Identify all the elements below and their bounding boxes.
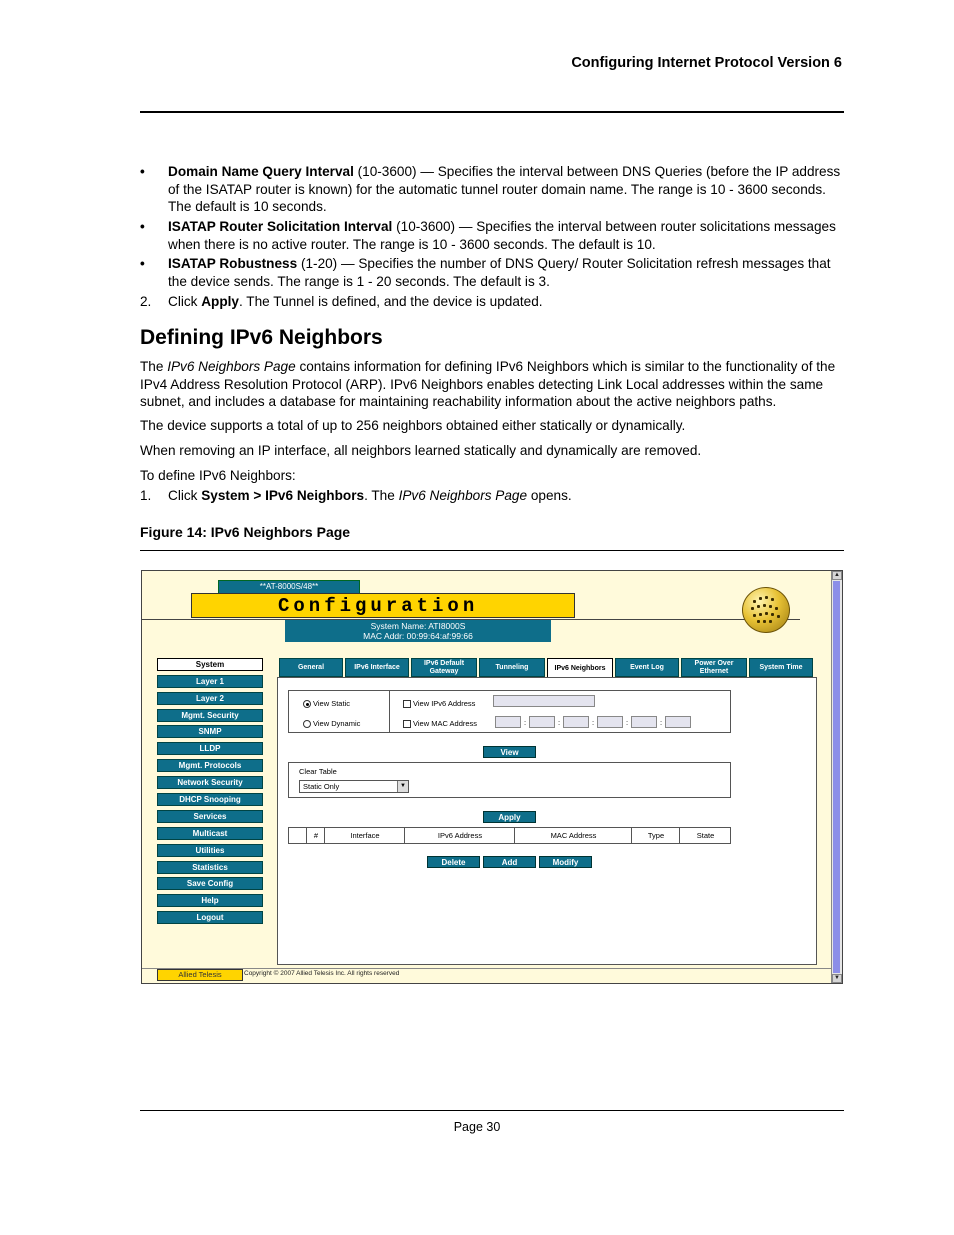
ipv6-address-input[interactable] xyxy=(493,695,595,707)
bullet-text: (10-3600) — Specifies the interval between router solicitations messages when there is no active router. The range is 10 - 3600 seconds. The default is 10. xyxy=(168,219,836,252)
model-label: **AT-8000S/48** xyxy=(218,580,360,594)
scroll-down-icon[interactable]: ▼ xyxy=(832,974,842,983)
view-button[interactable]: View xyxy=(483,746,536,758)
view-mac-label: View MAC Address xyxy=(413,719,478,728)
system-info xyxy=(285,620,551,642)
neighbors-table-header xyxy=(288,827,731,844)
italic-text: IPv6 Neighbors Page xyxy=(167,359,296,374)
mac-address: MAC Addr: 00:99:64:af:99:66 xyxy=(363,631,473,641)
paragraph xyxy=(140,358,845,411)
running-header: Configuring Internet Protocol Version 6 xyxy=(571,55,842,71)
nav-system[interactable]: System xyxy=(157,658,263,671)
modify-button[interactable]: Modify xyxy=(539,856,592,868)
column-header: State xyxy=(679,828,731,843)
figure-rule xyxy=(140,550,844,551)
tab-system-time[interactable]: System Time xyxy=(749,658,813,677)
step-text: . The Tunnel is defined, and the device is updated. xyxy=(239,294,543,309)
mac-separator: : xyxy=(660,718,663,727)
step-text: Click xyxy=(168,294,202,309)
apply-button[interactable]: Apply xyxy=(483,811,536,823)
nav-mgmt-protocols[interactable]: Mgmt. Protocols xyxy=(157,759,263,772)
tab-event-log[interactable]: Event Log xyxy=(615,658,679,677)
paragraph: When removing an IP interface, all neighbors learned statically and dynamically are removed. xyxy=(140,443,702,458)
step-italic: IPv6 Neighbors Page xyxy=(398,488,528,503)
column-header: IPv6 Address xyxy=(404,828,515,843)
nav-network-security[interactable]: Network Security xyxy=(157,776,263,789)
view-dynamic-label: View Dynamic xyxy=(313,719,361,728)
column-header: Type xyxy=(631,828,680,843)
bullet-term: Domain Name Query Interval xyxy=(168,164,354,179)
globe-logo-icon xyxy=(742,587,790,633)
footer-divider xyxy=(142,968,832,969)
clear-table-label: Clear Table xyxy=(299,767,337,776)
nav-dhcp-snooping[interactable]: DHCP Snooping xyxy=(157,793,263,806)
mac-octet-input[interactable] xyxy=(495,716,521,728)
mac-octet-input[interactable] xyxy=(563,716,589,728)
mac-octet-input[interactable] xyxy=(631,716,657,728)
scroll-up-icon[interactable]: ▲ xyxy=(832,571,842,580)
column-header: # xyxy=(306,828,325,843)
nav-logout[interactable]: Logout xyxy=(157,911,263,924)
nav-snmp[interactable]: SNMP xyxy=(157,725,263,738)
bullet-item: • Domain Name Query Interval (10-3600) — Specifies the interval between DNS Queries (before the IP address of the ISATAP router is known) for the automatic tunnel router domain name. The range is 10 - 3600 seconds. The default is 10 seconds. xyxy=(140,164,841,214)
mac-octet-input[interactable] xyxy=(665,716,691,728)
copyright-text: Copyright © 2007 Allied Telesis Inc. All rights reserved xyxy=(244,970,400,977)
step-bold: System > IPv6 Neighbors xyxy=(201,488,365,503)
ipv6-neighbors-screenshot xyxy=(141,570,843,984)
mac-separator: : xyxy=(524,718,527,727)
mac-octet-input[interactable] xyxy=(597,716,623,728)
mac-separator: : xyxy=(592,718,595,727)
footer-rule xyxy=(140,1110,844,1111)
scrollbar-thumb[interactable] xyxy=(833,581,840,973)
view-static-label: View Static xyxy=(313,699,350,708)
view-ipv6-checkbox[interactable] xyxy=(403,700,411,708)
mac-separator: : xyxy=(626,718,629,727)
chevron-down-icon[interactable]: ▼ xyxy=(397,781,408,792)
filter-divider xyxy=(389,690,390,733)
delete-button[interactable]: Delete xyxy=(427,856,480,868)
step-bold: Apply xyxy=(201,294,239,309)
header-rule xyxy=(140,111,844,113)
step-number: 1. xyxy=(140,488,152,503)
vertical-scrollbar[interactable] xyxy=(831,571,842,983)
nav-services[interactable]: Services xyxy=(157,810,263,823)
system-name: System Name: ATI8000S xyxy=(370,621,466,631)
add-button[interactable]: Add xyxy=(483,856,536,868)
nav-layer-2[interactable]: Layer 2 xyxy=(157,692,263,705)
tab-ipv6-default-gateway[interactable]: IPv6 Default Gateway xyxy=(411,658,477,677)
content-panel xyxy=(277,677,817,965)
allied-telesis-logo: Allied Telesis xyxy=(157,969,243,981)
tab-power-over-ethernet[interactable]: Power Over Ethernet xyxy=(681,658,747,677)
step-number: 2. xyxy=(140,294,152,309)
bullet-term: ISATAP Router Solicitation Interval xyxy=(168,219,393,234)
clear-table-value: Static Only xyxy=(303,782,340,791)
bullet-text: (10-3600) — Specifies the interval between DNS Queries (before the IP address of the ISATAP router is known) for the automatic tunnel router domain name. The range is 10 - 3600 seconds. The default is 10 seconds. xyxy=(168,164,841,214)
nav-help[interactable]: Help xyxy=(157,894,263,907)
nav-save-config[interactable]: Save Config xyxy=(157,877,263,890)
section-title: Defining IPv6 Neighbors xyxy=(140,326,383,349)
view-static-radio[interactable] xyxy=(303,700,311,708)
column-header: Interface xyxy=(324,828,405,843)
mac-separator: : xyxy=(558,718,561,727)
bullet-term: ISATAP Robustness xyxy=(168,256,298,271)
nav-mgmt-security[interactable]: Mgmt. Security xyxy=(157,709,263,722)
text: contains information for defining IPv6 Neighbors which is similar to the functionality of the IPv4 Address Resolution Protocol (ARP). IPv6 Neighbors enables detecting Link Local addresses within the same subnet, and includes a database for maintaining reachability information about the active neighbors paths. xyxy=(140,359,836,409)
view-ipv6-label: View IPv6 Address xyxy=(413,699,476,708)
step-1 xyxy=(140,487,845,505)
step-2 xyxy=(140,293,845,311)
nav-lldp[interactable]: LLDP xyxy=(157,742,263,755)
tab-ipv6-interface[interactable]: IPv6 Interface xyxy=(345,658,409,677)
view-dynamic-radio[interactable] xyxy=(303,720,311,728)
nav-utilities[interactable]: Utilities xyxy=(157,844,263,857)
bullet-item: • ISATAP Router Solicitation Interval (10-3600) — Specifies the interval between router solicitations messages when there is no active router. The range is 10 - 3600 seconds. The default is 10. xyxy=(140,219,836,252)
paragraph: To define IPv6 Neighbors: xyxy=(140,468,296,483)
view-mac-checkbox[interactable] xyxy=(403,720,411,728)
page-number: Page 30 xyxy=(453,1120,501,1134)
nav-statistics[interactable]: Statistics xyxy=(157,861,263,874)
tab-ipv6-neighbors[interactable]: IPv6 Neighbors xyxy=(547,658,613,678)
figure-caption: Figure 14: IPv6 Neighbors Page xyxy=(140,524,351,540)
bullet-text: (1-20) — Specifies the number of DNS Query/ Router Solicitation refresh messages that the device sends. The range is 1 - 20 seconds. The default is 3. xyxy=(168,256,831,289)
column-header: MAC Address xyxy=(514,828,632,843)
step-text: . The xyxy=(364,488,399,503)
nav-multicast[interactable]: Multicast xyxy=(157,827,263,840)
tab-tunneling[interactable]: Tunneling xyxy=(479,658,545,677)
view-filter-box xyxy=(288,690,731,733)
paragraph: The device supports a total of up to 256 neighbors obtained either statically or dynamically. xyxy=(140,418,686,433)
nav-layer-1[interactable]: Layer 1 xyxy=(157,675,263,688)
step-text: opens. xyxy=(527,488,572,503)
mac-octet-input[interactable] xyxy=(529,716,555,728)
configuration-banner: Configuration xyxy=(191,593,575,618)
bullet-item: • ISATAP Robustness (1-20) — Specifies the number of DNS Query/ Router Solicitation refresh messages that the device sends. The range is 1 - 20 seconds. The default is 3. xyxy=(140,256,831,289)
text: The xyxy=(140,359,168,374)
tab-general[interactable]: General xyxy=(279,658,343,677)
clear-table-select[interactable] xyxy=(299,780,409,793)
step-text: Click xyxy=(168,488,202,503)
